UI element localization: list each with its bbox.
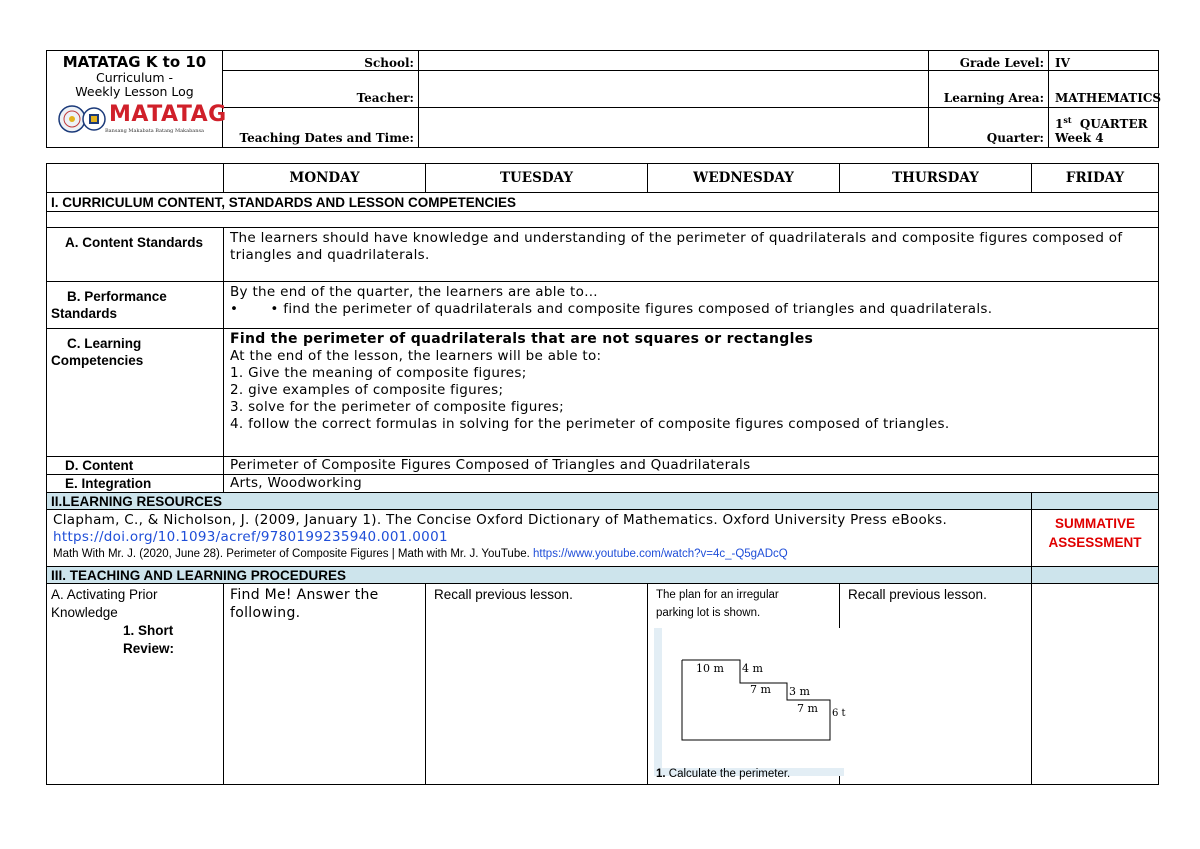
wednesday-line2: parking lot is shown. — [656, 607, 761, 619]
question-text: Calculate the perimeter. — [665, 768, 791, 780]
logo-cell — [47, 51, 227, 148]
content-text: Perimeter of Composite Figures Composed of Triangles and Quadrilaterals — [224, 457, 1159, 475]
monday-procedure: Find Me! Answer the following. — [224, 584, 426, 785]
bullet-icon: • — [230, 301, 239, 317]
procedure-label-line1: A. Activating Prior — [51, 587, 158, 602]
competencies-label-line1: C. Learning — [67, 336, 142, 351]
figure-label-4m: 4 m — [742, 662, 763, 675]
learning-resources-cell — [47, 510, 1032, 567]
logo-tagline: Bansang Makabata Batang Makabansa — [105, 128, 205, 134]
wednesday-procedure — [648, 584, 846, 785]
wednesday-line1: The plan for an irregular — [656, 589, 779, 601]
days-header-row — [47, 164, 1159, 193]
day-monday: MONDAY — [224, 164, 426, 193]
teacher-label: Teacher: — [223, 71, 419, 107]
figure-label-3m: 3 m — [789, 685, 810, 698]
activating-prior-knowledge-label — [47, 584, 224, 785]
teaching-dates-label: Teaching Dates and Time: — [223, 107, 419, 147]
day-tuesday: TUESDAY — [426, 164, 648, 193]
logo-subtitle-1: Curriculum - — [95, 70, 174, 85]
logo-word: MATATAG — [109, 102, 227, 127]
day-friday: FRIDAY — [1032, 164, 1159, 193]
integration-label: E. Integration — [47, 475, 224, 493]
day-thursday: THURSDAY — [840, 164, 1032, 193]
learning-area-field[interactable]: MATHEMATICS — [1049, 71, 1159, 107]
reference-1-text: Clapham, C., & Nicholson, J. (2009, January 1). The Concise Oxford Dictionary of Mathematics. Oxford University Press eBooks. — [53, 512, 948, 528]
section-curriculum-content: I. CURRICULUM CONTENT, STANDARDS AND LESSON COMPETENCIES — [47, 193, 1159, 212]
quarter-field[interactable] — [1049, 107, 1159, 147]
school-field[interactable] — [419, 51, 929, 71]
performance-label-line1: B. Performance — [67, 289, 167, 304]
reference-2 — [53, 546, 1025, 563]
logo-title: MATATAG K to 10 — [62, 53, 207, 71]
reference-1 — [53, 512, 1025, 546]
quarter-label: Quarter: — [929, 107, 1049, 147]
competencies-label-line2: Competencies — [51, 353, 144, 368]
content-label: D. Content — [47, 457, 224, 475]
learning-competencies-text — [224, 329, 1159, 457]
reference-2-link[interactable]: https://www.youtube.com/watch?v=4c_-Q5gADcQ — [533, 548, 788, 560]
spacer-row — [47, 212, 1159, 228]
competency-item: 2. give examples of composite figures; — [230, 382, 504, 398]
performance-line2 — [230, 301, 1152, 318]
performance-label-line2: Standards — [51, 306, 118, 321]
reference-2-text: Math With Mr. J. (2020, June 28). Perimeter of Composite Figures | Math with Mr. J. YouTube. — [53, 548, 534, 560]
school-label: School: — [223, 51, 419, 71]
quarter-number: 1 — [1055, 117, 1064, 131]
header-table — [46, 50, 1162, 148]
day-wednesday: WEDNESDAY — [648, 164, 840, 193]
teaching-dates-field[interactable] — [419, 107, 929, 147]
content-standards-label: A. Content Standards — [47, 228, 224, 282]
blank-header-cell — [47, 164, 224, 193]
reference-1-link[interactable]: https://doi.org/10.1093/acref/9780199235940.001.0001 — [53, 529, 448, 545]
performance-line1: By the end of the quarter, the learners are able to… — [230, 284, 598, 300]
quarter-week: QUARTER Week 4 — [1055, 117, 1148, 145]
section-learning-resources: II.LEARNING RESOURCES — [47, 493, 1032, 510]
figure-label-6: 6 t — [832, 708, 846, 719]
matatag-logo — [47, 101, 227, 141]
grade-level-label: Grade Level: — [929, 51, 1049, 71]
wednesday-question — [656, 765, 790, 783]
figure-label-7m-bottom: 7 m — [797, 702, 818, 715]
section-teaching-procedures: III. TEACHING AND LEARNING PROCEDURES — [47, 567, 1032, 584]
performance-standards-label — [47, 282, 224, 329]
summative-line1: SUMMATIVE — [1055, 516, 1135, 531]
summative-line2: ASSESSMENT — [1048, 535, 1142, 550]
friday-procedure — [1032, 584, 1159, 785]
thursday-procedure: Recall previous lesson. — [840, 584, 1032, 785]
section-teaching-procedures-friday — [1032, 567, 1159, 584]
section-learning-resources-friday — [1032, 493, 1159, 510]
learning-competencies-label — [47, 329, 224, 457]
short-review-label: 1. Short Review: — [123, 623, 175, 656]
competency-item: 3. solve for the perimeter of composite figures; — [230, 399, 564, 415]
competency-item: 1. Give the meaning of composite figures; — [230, 365, 527, 381]
grade-level-field[interactable]: IV — [1049, 51, 1159, 71]
figure-label-7m-top: 7 m — [750, 683, 771, 696]
parking-lot-figure — [654, 628, 844, 776]
content-standards-text: The learners should have knowledge and understanding of the perimeter of quadrilaterals and composite figures composed of triangles and quadrilaterals. — [224, 228, 1159, 282]
teacher-field[interactable] — [419, 71, 929, 107]
competency-heading: Find the perimeter of quadrilaterals that are not squares or rectangles — [230, 331, 814, 347]
performance-bullet-text: • find the perimeter of quadrilaterals and composite figures composed of triangles and quadrilaterals. — [270, 301, 993, 317]
figure-label-10m: 10 m — [696, 662, 724, 675]
learning-area-label: Learning Area: — [929, 71, 1049, 107]
performance-standards-text — [224, 282, 1159, 329]
lesson-log-table — [46, 163, 1159, 785]
procedure-label-line2: Knowledge — [51, 605, 118, 620]
quarter-suffix: st — [1063, 115, 1072, 125]
logo-subtitle-2: Weekly Lesson Log — [75, 84, 194, 99]
wednesday-intro — [648, 584, 839, 622]
summative-assessment-cell — [1032, 510, 1159, 567]
competency-intro: At the end of the lesson, the learners will be able to: — [230, 348, 602, 364]
integration-text: Arts, Woodworking — [224, 475, 1159, 493]
competency-item: 4. follow the correct formulas in solving for the perimeter of composite figures composed of triangles. — [230, 416, 950, 432]
question-number: 1. — [656, 768, 666, 780]
tuesday-procedure: Recall previous lesson. — [426, 584, 648, 785]
